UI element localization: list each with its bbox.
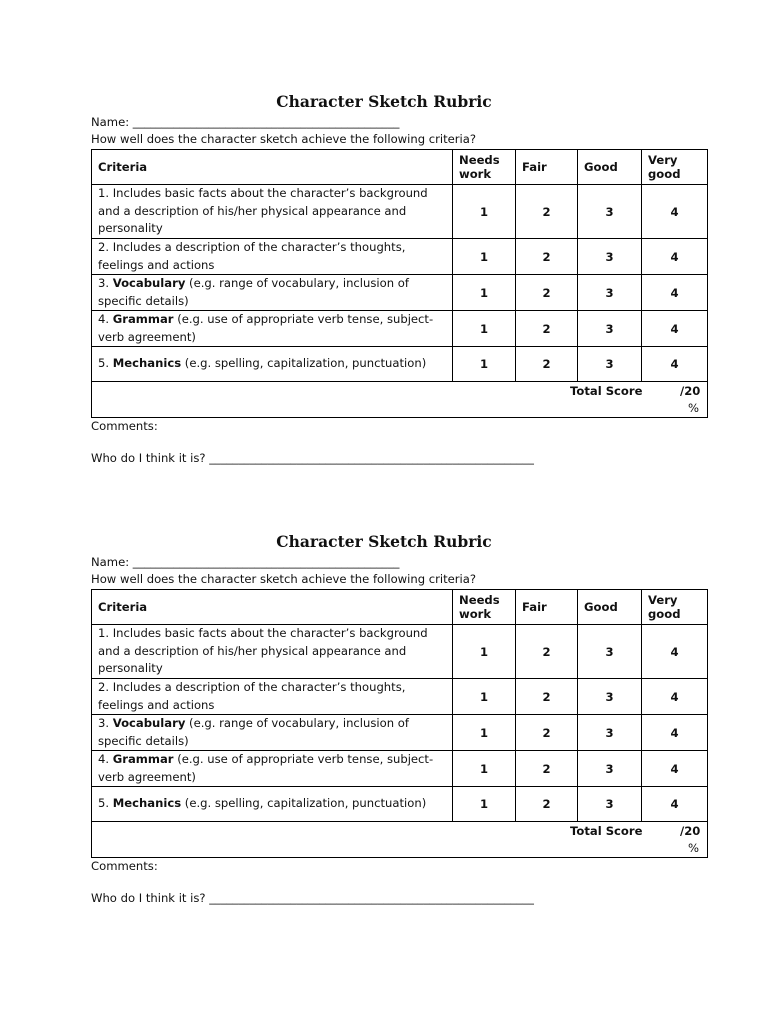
score-3[interactable]: 3 [578, 679, 642, 715]
table-row [92, 275, 708, 311]
score-1[interactable]: 1 [453, 751, 516, 787]
criterion-detail: (e.g. spelling, capitalization, punctuation) [181, 796, 427, 811]
name-field[interactable]: Name: ______________________________________________ [91, 115, 400, 129]
rubric-title: Character Sketch Rubric [276, 532, 492, 551]
score-1[interactable]: 1 [453, 185, 516, 239]
table-row [92, 239, 708, 275]
total-row [92, 822, 708, 858]
name-field[interactable]: Name: ______________________________________________ [91, 555, 400, 569]
header-criteria: Criteria [92, 150, 453, 185]
score-1[interactable]: 1 [453, 239, 516, 275]
rubric-sheet-1 [0, 0, 768, 465]
score-1[interactable]: 1 [453, 715, 516, 751]
header-fair: Fair [516, 590, 578, 625]
score-4[interactable]: 4 [642, 239, 708, 275]
header-very-good: Very good [642, 150, 708, 185]
score-1[interactable]: 1 [453, 347, 516, 382]
score-4[interactable]: 4 [642, 679, 708, 715]
criterion-3 [92, 715, 453, 751]
criterion-2: 2. Includes a description of the character’s thoughts, feelings and actions [92, 239, 453, 275]
criterion-keyword: Grammar [112, 312, 174, 326]
criterion-4 [92, 751, 453, 787]
criterion-5 [92, 347, 453, 382]
criterion-detail: (e.g. use of appropriate verb tense, subject-verb agreement) [98, 752, 434, 784]
criterion-number: 5. [98, 796, 113, 811]
percent-sign[interactable]: % [688, 401, 700, 415]
table-row [92, 625, 708, 679]
header-fair: Fair [516, 150, 578, 185]
criterion-4 [92, 311, 453, 347]
total-score-max[interactable]: /20 [680, 384, 701, 398]
score-2[interactable]: 2 [516, 311, 578, 347]
score-3[interactable]: 3 [578, 275, 642, 311]
criterion-number: 3. [98, 276, 113, 290]
criterion-detail: (e.g. range of vocabulary, inclusion of specific details) [98, 276, 409, 308]
table-row [92, 715, 708, 751]
score-3[interactable]: 3 [578, 751, 642, 787]
table-header-row [92, 150, 708, 185]
score-2[interactable]: 2 [516, 275, 578, 311]
total-score-max[interactable]: /20 [680, 824, 701, 838]
percent-sign[interactable]: % [688, 841, 700, 855]
score-2[interactable]: 2 [516, 679, 578, 715]
instructions-question: How well does the character sketch achieve the following criteria? [91, 132, 477, 146]
criterion-keyword: Vocabulary [112, 276, 186, 290]
table-row [92, 185, 708, 239]
criterion-keyword: Grammar [112, 752, 174, 766]
header-needs-work: Needs work [453, 150, 516, 185]
score-3[interactable]: 3 [578, 625, 642, 679]
score-3[interactable]: 3 [578, 715, 642, 751]
criterion-detail: (e.g. range of vocabulary, inclusion of specific details) [98, 716, 409, 748]
score-4[interactable]: 4 [642, 625, 708, 679]
who-guess-field[interactable]: Who do I think it is? ________________________________________________________ [91, 891, 534, 905]
score-1[interactable]: 1 [453, 625, 516, 679]
score-2[interactable]: 2 [516, 347, 578, 382]
criterion-5 [92, 787, 453, 822]
criterion-keyword: Vocabulary [112, 716, 186, 730]
score-3[interactable]: 3 [578, 787, 642, 822]
criterion-number: 4. [98, 312, 113, 326]
criterion-detail: (e.g. use of appropriate verb tense, subject-verb agreement) [98, 312, 434, 344]
rubric-sheet-2 [0, 440, 768, 905]
score-4[interactable]: 4 [642, 787, 708, 822]
score-3[interactable]: 3 [578, 347, 642, 382]
total-score-label: Total Score [570, 824, 643, 838]
total-cell [92, 822, 708, 858]
score-4[interactable]: 4 [642, 275, 708, 311]
score-2[interactable]: 2 [516, 625, 578, 679]
comments-label[interactable]: Comments: [91, 419, 158, 433]
criterion-number: 3. [98, 716, 113, 730]
criterion-1: 1. Includes basic facts about the character’s background and a description of his/her physical appearance and personality [92, 625, 453, 679]
criterion-number: 5. [98, 356, 113, 371]
header-good: Good [578, 590, 642, 625]
table-row [92, 751, 708, 787]
criterion-2: 2. Includes a description of the character’s thoughts, feelings and actions [92, 679, 453, 715]
score-1[interactable]: 1 [453, 787, 516, 822]
criterion-keyword: Mechanics [112, 796, 182, 811]
who-guess-field[interactable]: Who do I think it is? ________________________________________________________ [91, 451, 534, 465]
table-header-row [92, 590, 708, 625]
comments-label[interactable]: Comments: [91, 859, 158, 873]
score-4[interactable]: 4 [642, 715, 708, 751]
score-1[interactable]: 1 [453, 275, 516, 311]
header-good: Good [578, 150, 642, 185]
rubric-table [91, 589, 708, 858]
score-3[interactable]: 3 [578, 185, 642, 239]
score-4[interactable]: 4 [642, 185, 708, 239]
instructions-question: How well does the character sketch achieve the following criteria? [91, 572, 477, 586]
score-1[interactable]: 1 [453, 311, 516, 347]
score-2[interactable]: 2 [516, 787, 578, 822]
table-row [92, 679, 708, 715]
header-criteria: Criteria [92, 590, 453, 625]
rubric-title: Character Sketch Rubric [276, 92, 492, 111]
total-score-label: Total Score [570, 384, 643, 398]
score-3[interactable]: 3 [578, 239, 642, 275]
rubric-table [91, 149, 708, 418]
total-row [92, 382, 708, 418]
header-needs-work: Needs work [453, 590, 516, 625]
score-2[interactable]: 2 [516, 715, 578, 751]
score-2[interactable]: 2 [516, 185, 578, 239]
criterion-detail: (e.g. spelling, capitalization, punctuation) [181, 356, 427, 371]
criterion-3 [92, 275, 453, 311]
score-1[interactable]: 1 [453, 679, 516, 715]
table-row [92, 787, 708, 822]
table-row [92, 311, 708, 347]
score-2[interactable]: 2 [516, 239, 578, 275]
criterion-number: 4. [98, 752, 113, 766]
score-2[interactable]: 2 [516, 751, 578, 787]
total-cell [92, 382, 708, 418]
score-4[interactable]: 4 [642, 751, 708, 787]
score-3[interactable]: 3 [578, 311, 642, 347]
table-row [92, 347, 708, 382]
criterion-keyword: Mechanics [112, 356, 182, 371]
score-4[interactable]: 4 [642, 311, 708, 347]
criterion-1: 1. Includes basic facts about the character’s background and a description of his/her physical appearance and personality [92, 185, 453, 239]
score-4[interactable]: 4 [642, 347, 708, 382]
header-very-good: Very good [642, 590, 708, 625]
